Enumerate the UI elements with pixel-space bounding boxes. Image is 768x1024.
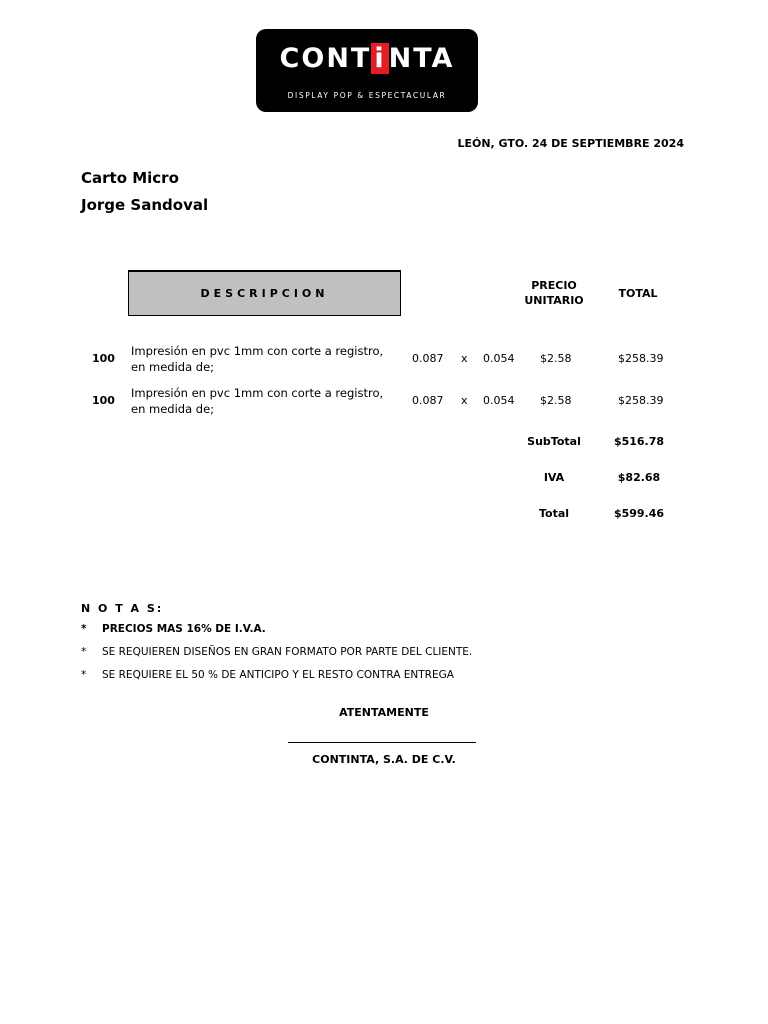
bullet-icon: * bbox=[81, 669, 87, 681]
closing-greeting: ATENTAMENTE bbox=[339, 706, 429, 719]
row-description: Impresión en pvc 1mm con corte a registro, en medida de; bbox=[131, 386, 384, 416]
closing-company: CONTINTA, S.A. DE C.V. bbox=[312, 753, 456, 766]
subtotal-label: SubTotal bbox=[527, 435, 581, 448]
row-unit-price: $2.58 bbox=[540, 352, 572, 365]
client-contact: Jorge Sandoval bbox=[81, 196, 209, 214]
unit-price-header-line1: PRECIO bbox=[531, 279, 577, 292]
note-item bbox=[81, 623, 266, 635]
row-quantity: 100 bbox=[92, 394, 115, 407]
total-header: TOTAL bbox=[618, 287, 658, 300]
note-text: SE REQUIEREN DISEÑOS EN GRAN FORMATO POR PARTE DEL CLIENTE. bbox=[102, 646, 473, 658]
total-value: $599.46 bbox=[613, 507, 665, 520]
unit-price-header bbox=[514, 278, 594, 308]
row-height: 0.054 bbox=[483, 352, 515, 365]
total-label: Total bbox=[538, 507, 570, 520]
signature-line bbox=[288, 742, 476, 743]
description-header-label: DESCRIPCION bbox=[200, 287, 329, 300]
logo-wordmark bbox=[256, 43, 478, 74]
description-header bbox=[128, 270, 401, 316]
document-date: LEÓN, GTO. 24 DE SEPTIEMBRE 2024 bbox=[457, 137, 684, 150]
row-description: Impresión en pvc 1mm con corte a registro, en medida de; bbox=[131, 344, 384, 374]
company-logo bbox=[256, 29, 478, 112]
iva-value: $82.68 bbox=[617, 471, 661, 484]
logo-word-after: NTA bbox=[388, 43, 455, 74]
unit-price-header-line2: UNITARIO bbox=[524, 294, 584, 307]
bullet-icon: * bbox=[81, 623, 87, 635]
row-quantity: 100 bbox=[92, 352, 115, 365]
logo-word-before: CONT bbox=[279, 43, 372, 74]
bullet-icon: * bbox=[81, 646, 87, 658]
subtotal-value: $516.78 bbox=[613, 435, 665, 448]
note-item bbox=[81, 669, 454, 681]
row-width: 0.087 bbox=[412, 352, 444, 365]
client-company: Carto Micro bbox=[81, 169, 179, 187]
note-text: SE REQUIERE EL 50 % DE ANTICIPO Y EL RESTO CONTRA ENTREGA bbox=[102, 669, 454, 681]
row-times: x bbox=[461, 394, 468, 407]
logo-highlight-letter: i bbox=[371, 43, 388, 74]
notes-title: N O T A S: bbox=[81, 602, 164, 615]
logo-tagline: DISPLAY POP & ESPECTACULAR bbox=[287, 91, 447, 100]
row-unit-price: $2.58 bbox=[540, 394, 572, 407]
row-total: $258.39 bbox=[618, 352, 664, 365]
row-total: $258.39 bbox=[618, 394, 664, 407]
note-text: PRECIOS MAS 16% DE I.V.A. bbox=[102, 623, 266, 635]
row-width: 0.087 bbox=[412, 394, 444, 407]
row-times: x bbox=[461, 352, 468, 365]
note-item bbox=[81, 646, 472, 658]
iva-label: IVA bbox=[543, 471, 565, 484]
row-height: 0.054 bbox=[483, 394, 515, 407]
